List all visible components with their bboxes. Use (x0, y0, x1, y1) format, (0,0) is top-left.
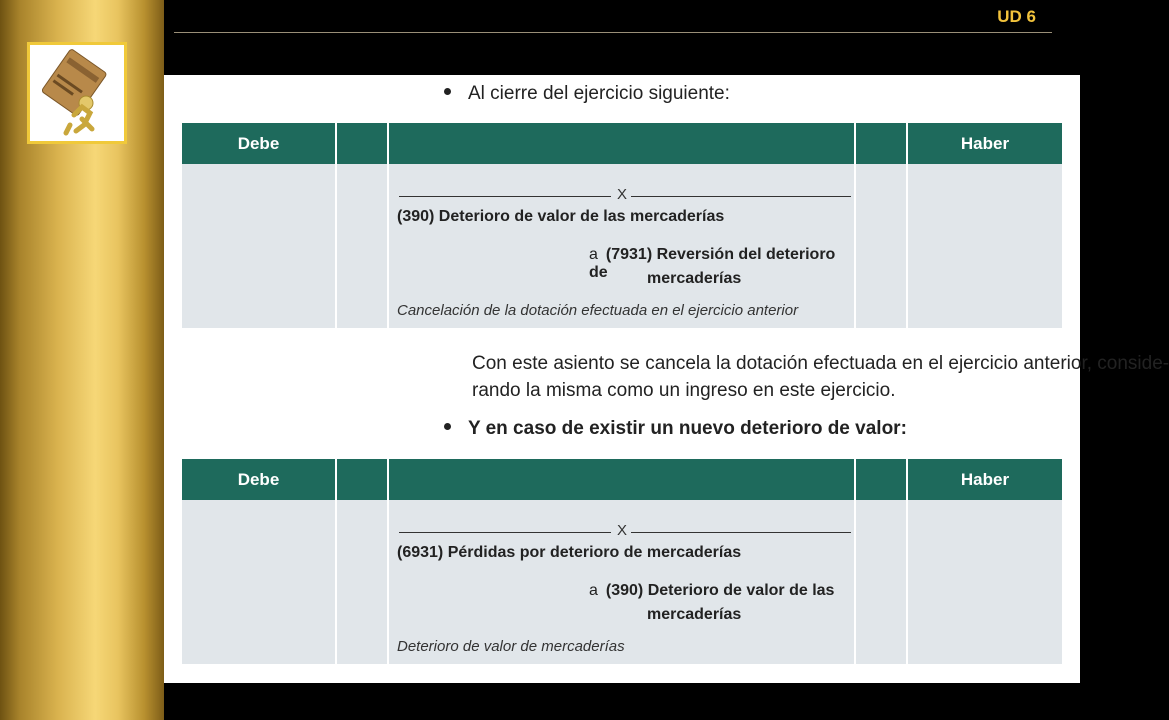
credit-account-line2: mercaderías (647, 270, 742, 287)
entry-marker: X (617, 186, 628, 203)
bullet-icon (444, 423, 451, 430)
paragraph-line: Con este asiento se cancela la dotación efectuada en el ejercicio anterior, conside- (472, 353, 1169, 374)
haber-amount-cell (908, 164, 1062, 328)
header-spacer (856, 459, 908, 500)
debit-account: (390) Deterioro de valor de las mercaderías (397, 208, 725, 225)
entry-marker: X (617, 522, 628, 539)
explanation-paragraph (472, 350, 1169, 404)
paragraph-line: rando la misma como un ingreso en este ejercicio. (472, 380, 896, 401)
header-spacer (337, 123, 389, 164)
debe-header: Debe (182, 123, 337, 164)
bullet-text: Al cierre del ejercicio siguiente: (468, 83, 730, 104)
credit-account-line1: (390) Deterioro de valor de las (605, 582, 835, 599)
table-body (182, 164, 1062, 328)
entry-separator (399, 188, 844, 204)
header-spacer (389, 123, 856, 164)
debe-account-cell (337, 164, 389, 328)
debe-header: Debe (182, 459, 337, 500)
credit-card-figure-icon (30, 45, 124, 141)
header-rule (174, 32, 1052, 33)
header-spacer (337, 459, 389, 500)
entry-separator (399, 524, 844, 540)
table-header (182, 123, 1062, 164)
haber-account-cell (856, 164, 908, 328)
unit-label: UD 6 (997, 7, 1036, 26)
credit-prefix: a (589, 582, 598, 599)
credit-account (589, 582, 834, 600)
slide-content (164, 75, 1169, 683)
journal-entry-table (182, 123, 1062, 328)
credit-account-line1: (7931) Reversión del deterioro de (589, 246, 836, 281)
table-header (182, 459, 1062, 500)
haber-header: Haber (908, 459, 1062, 500)
credit-card-logo (27, 42, 127, 144)
entry-description: Deterioro de valor de mercaderías (397, 638, 625, 655)
bullet-text: Y en caso de existir un nuevo deterioro de valor: (468, 418, 907, 439)
entry-description: Cancelación de la dotación efectuada en el ejercicio anterior (397, 302, 799, 319)
credit-account-line2: mercaderías (647, 606, 742, 623)
header-spacer (389, 459, 856, 500)
bullet-item (444, 83, 730, 105)
debit-account: (6931) Pérdidas por deterioro de mercaderías (397, 544, 742, 561)
journal-entry-table (182, 459, 1062, 664)
bullet-item (444, 418, 907, 440)
debe-amount-cell (182, 500, 337, 664)
haber-amount-cell (908, 500, 1062, 664)
entry-concept-cell (389, 164, 856, 328)
debe-account-cell (337, 500, 389, 664)
entry-concept-cell (389, 500, 856, 664)
haber-account-cell (856, 500, 908, 664)
debe-amount-cell (182, 164, 337, 328)
credit-prefix: a (589, 246, 598, 263)
table-body (182, 500, 1062, 664)
haber-header: Haber (908, 123, 1062, 164)
bullet-icon (444, 88, 451, 95)
header-spacer (856, 123, 908, 164)
